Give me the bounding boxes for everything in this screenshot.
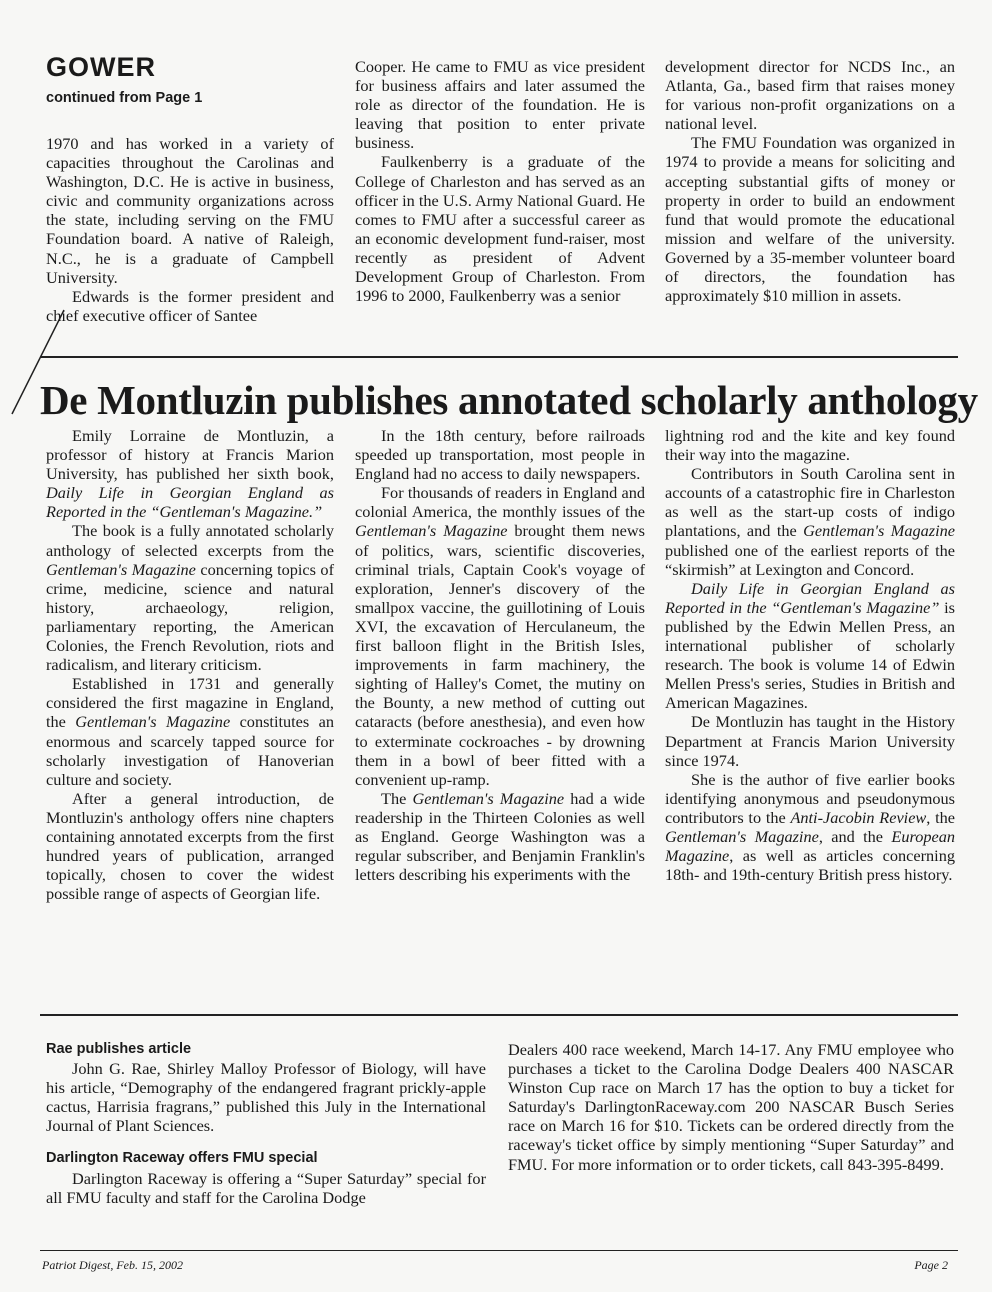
- rae-paragraph: John G. Rae, Shirley Malloy Professor of Biology, will have his article, “Demography of the endangered fragrant prickly-apple cactus, Harrisia fragrans,” published this July in the International Journal of Plant Sciences.: [46, 1059, 486, 1136]
- magazine-title: Gentleman's Magazine: [75, 712, 231, 732]
- article-paragraph: [665, 770, 955, 885]
- text-run: For thousands of readers in England and colonial America, the monthly issues of the: [355, 483, 645, 522]
- article-column-3: [665, 426, 955, 884]
- magazine-title: Gentleman's Magazine: [46, 559, 196, 579]
- article-headline: De Montluzin publishes annotated scholarly anthology: [40, 377, 978, 423]
- footer-divider: [40, 1250, 958, 1251]
- text-run: brought them news of politics, wars, scientific discoveries, criminal trials, Captain Cook's voyage of exploration, Jenner's discovery of the smallpox vaccine, the guillotining of Louis XVI, the excavation of Herculaneum, the first balloon flight in the British Isles, improvements in farm machinery, the sighting of Halley's Comet, the mutiny on the Bounty, a new method of cutting out cataracts (before anesthesia), and even how to exterminate cockroaches - by drowning them in a bowl of beer fitted with a convenient up-ramp.: [355, 521, 645, 789]
- text-run: had a wide readership in the Thirteen Colonies as well as England. George Washington was a regular subscriber, and Benjamin Franklin's letters describing his experiments with the: [355, 788, 645, 885]
- article-paragraph: [665, 464, 955, 579]
- gower-column-1: [46, 134, 334, 325]
- text-run: , and the: [818, 826, 892, 846]
- text-run: , the: [926, 807, 955, 827]
- gower-continued-label: continued from Page 1: [46, 90, 203, 106]
- book-title: Daily Life in Georgian England as Reported in the “Gentleman's Magazine”: [665, 578, 955, 617]
- text-run: The book is a fully annotated scholarly anthology of selected excerpts from the: [46, 521, 334, 560]
- article-paragraph: [355, 483, 645, 789]
- gower-paragraph: Cooper. He came to FMU as vice president for business affairs and later assumed the role as director of the foundation. He is leaving that position to enter private business.: [355, 57, 645, 153]
- darlington-heading: Darlington Raceway offers FMU special: [46, 1150, 318, 1167]
- article-paragraph: [46, 674, 334, 789]
- article-paragraph: [46, 426, 334, 521]
- text-run: is published by the Edwin Mellen Press, an international publisher of scholarly research. The book is volume 14 of Edwin Mellen Press's series, Studies in British and American Magazines.: [665, 597, 955, 713]
- briefs-column-right: [508, 1040, 954, 1174]
- magazine-title: European Magazine: [665, 826, 955, 866]
- gower-heading: GOWER: [46, 52, 156, 82]
- text-run: She is the author of five earlier books identifying anonymous and pseudonymous contributors to the: [665, 769, 955, 827]
- text-run: published one of the earliest reports of the “skirmish” at Lexington and Concord.: [665, 540, 955, 579]
- article-paragraph: [355, 789, 645, 884]
- article-paragraph: [46, 521, 334, 674]
- journal-title: Anti-Jacobin Review: [790, 807, 927, 827]
- text-run: The: [381, 788, 413, 808]
- magazine-title: Gentleman's Magazine: [665, 826, 819, 846]
- article-paragraph: After a general introduction, de Montluzin's anthology offers nine chapters containing annotated excerpts from the first hundred years of publication, arranged topically, chosen to cover the widest possible range of aspects of Georgian life.: [46, 788, 334, 904]
- article-column-1: [46, 426, 334, 903]
- gower-column-2: [355, 57, 645, 305]
- article-paragraph: [665, 579, 955, 713]
- text-run: Established in 1731 and generally considered the first magazine in England, the: [46, 674, 334, 732]
- rae-heading: Rae publishes article: [46, 1041, 192, 1057]
- magazine-title: Gentleman's Magazine: [355, 521, 508, 541]
- magazine-title: Gentleman's Magazine: [412, 788, 565, 808]
- article-paragraph: lightning rod and the kite and key found their way into the magazine.: [665, 426, 955, 465]
- darlington-paragraph: Darlington Raceway is offering a “Super Saturday” special for all FMU faculty and staff for the Carolina Dodge: [46, 1168, 486, 1207]
- footer-publication: Patriot Digest, Feb. 15, 2002: [42, 1258, 183, 1272]
- article-paragraph: In the 18th century, before railroads speeded up transportation, most people in England had no access to daily newspapers.: [355, 426, 645, 484]
- gower-paragraph: Faulkenberry is a graduate of the College of Charleston and has served as an officer in the U.S. Army National Guard. He comes to FMU after a successful career as an economic development fund-raiser, most recently as president of Advent Development Group of Charleston. From 1996 to 2000, Faulkenberry was a senior: [355, 152, 645, 306]
- text-run: Contributors in South Carolina sent in accounts of a catastrophic fire in Charleston as well as the start-up costs of indigo plantations, and the: [665, 464, 955, 541]
- text-run: Emily Lorraine de Montluzin, a professor of history at Francis Marion University, has published her sixth book,: [46, 426, 334, 484]
- gower-paragraph: The FMU Foundation was organized in 1974 to provide a means for soliciting and accepting substantial gifts of money or property in order to build an endowment fund that would promote the educational mission and welfare of the university. Governed by a 35-member volunteer board of directors, the foundation has approximately $10 million in assets.: [665, 133, 955, 306]
- text-run: , as well as articles concerning 18th- and 19th-century British press history.: [665, 846, 955, 885]
- article-paragraph: De Montluzin has taught in the History Department at Francis Marion University since 1974.: [665, 712, 955, 770]
- gower-paragraph: 1970 and has worked in a variety of capacities throughout the Carolinas and Washington, D.C. He is active in business, civic and community organizations across the state, including serving on the FMU Foundation board. A native of Raleigh, N.C., he is a graduate of Campbell University.: [46, 134, 334, 287]
- book-title: Daily Life in Georgian England as Reported in the “Gentleman's Magazine.”: [46, 483, 334, 522]
- magazine-title: Gentleman's Magazine: [803, 521, 955, 541]
- text-run: concerning topics of crime, medicine, science and natural history, archaeology, religion, parliamentary reporting, the American Colonies, the French Revolution, riots and radicalism, and literary criticism.: [46, 559, 334, 675]
- footer-page-number: Page 2: [914, 1258, 948, 1272]
- briefs-column-left: [46, 1040, 486, 1207]
- darlington-paragraph-continued: Dealers 400 race weekend, March 14-17. Any FMU employee who purchases a ticket to the Carolina Dodge Dealers 400 NASCAR Winston Cup race on March 17 has the option to buy a ticket for Saturday's DarlingtonRaceway.com 200 NASCAR Busch Series race on March 16 for $10. Tickets can be ordered directly from the raceway's ticket office by simply mentioning “Super Saturday” and FMU. For more information or to order tickets, call 843-395-8499.: [508, 1040, 954, 1174]
- gower-column-3: [665, 57, 955, 305]
- text-run: constitutes an enormous and scarcely tapped source for scholarly investigation of Hanoverian culture and society.: [46, 712, 334, 789]
- section-divider: [40, 356, 958, 358]
- gower-paragraph: Edwards is the former president and chief executive officer of Santee: [46, 286, 334, 325]
- gower-paragraph: development director for NCDS Inc., an Atlanta, Ga., based firm that raises money for various non-profit organizations on a national level.: [665, 57, 955, 134]
- briefs-divider: [40, 1014, 958, 1016]
- article-column-2: [355, 426, 645, 884]
